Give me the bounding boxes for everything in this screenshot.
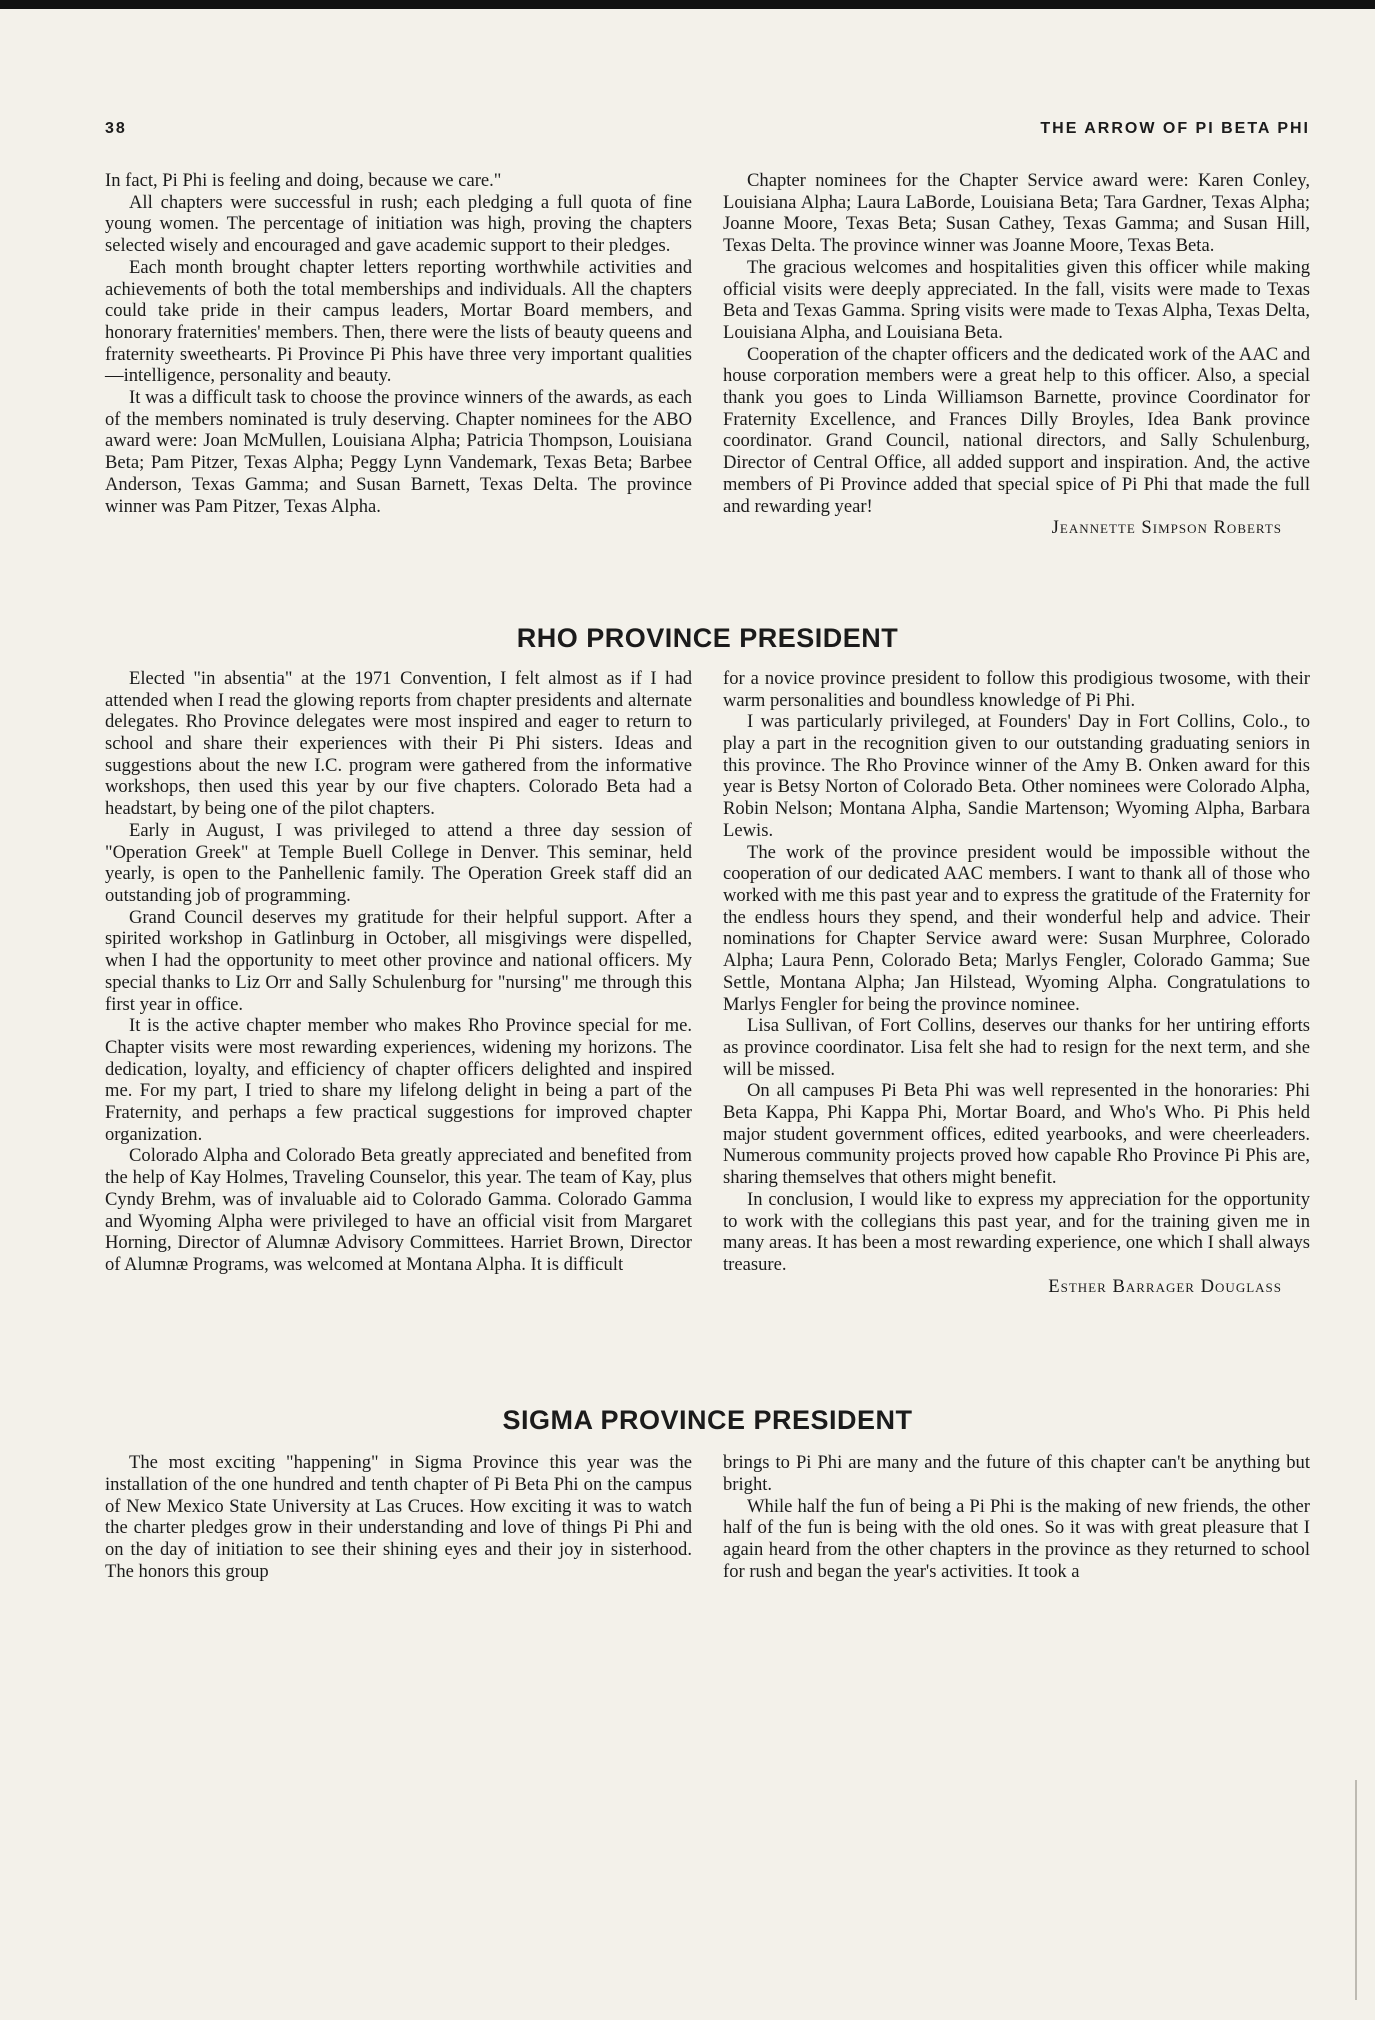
paragraph: While half the fun of being a Pi Phi is the making of new friends, the other half of the fun is being with the old ones. So it was with great pleasure that I again heard from the other chapters in the province as they returned to school for rush and began the year's activities. It took a xyxy=(723,1495,1310,1582)
paragraph: Colorado Alpha and Colorado Beta greatly appreciated and benefited from the help of Kay Holmes, Traveling Counselor, this year. The team of Kay, plus Cyndy Brehm, was of invaluable aid to Colorado Gamma. Colorado Gamma and Wyoming Alpha were privileged to have an official visit from Margaret Horning, Director of Alumnæ Advisory Committees. Harriet Brown, Director of Alumnæ Programs, was welcomed at Montana Alpha. It is difficult xyxy=(105,1145,692,1275)
paragraph: The work of the province president would be impossible without the cooperation of our dedicated AAC members. I want to thank all of those who worked with me this past year and to express the gratitude of the Fraternity for the endless hours they spend, and their wonderful help and advice. Their nominations for Chapter Service award were: Susan Murphree, Colorado Alpha; Laura Penn, Colorado Beta; Marlys Fengler, Colorado Gamma; Sue Settle, Montana Alpha; Jan Hilstead, Wyoming Alpha. Congratulations to Marlys Fengler for being the province nominee. xyxy=(723,841,1310,1015)
rho-section-title: RHO PROVINCE PRESIDENT xyxy=(516,622,899,653)
author-signature: Jeannette Simpson Roberts xyxy=(1051,517,1282,539)
pi-province-section xyxy=(105,170,1310,539)
scan-edge-mark xyxy=(1355,1780,1357,2000)
paragraph: Each month brought chapter letters reporting worthwhile activities and achievements of both the total memberships and individuals. All the chapters could take pride in their campus leaders, Mortar Board members, and honorary fraternities' members. Then, there were the lists of beauty queens and fraternity sweethearts. Pi Province Pi Phis have three very important qualities—intelligence, personality and beauty. xyxy=(105,256,692,387)
paragraph: I was particularly privileged, at Founders' Day in Fort Collins, Colo., to play a part in the recognition given to our outstanding graduating seniors in this province. The Rho Province winner of the Amy B. Onken award for this year is Betsy Norton of Colorado Beta. Other nominees were Colorado Alpha, Robin Nelson; Montana Alpha, Sandie Martenson; Wyoming Alpha, Barbara Lewis. xyxy=(723,711,1310,841)
rho-column-left xyxy=(105,668,692,1297)
rho-province-section xyxy=(105,668,1310,1297)
author-signature: Esther Barrager Douglass xyxy=(1048,1275,1282,1297)
paragraph: brings to Pi Phi are many and the future of this chapter can't be anything but bright. xyxy=(723,1452,1310,1496)
running-head xyxy=(105,120,1310,146)
page-top-border xyxy=(0,0,1375,9)
paragraph: All chapters were successful in rush; each pledging a full quota of fine young women. The percentage of initiation was high, proving the chapters selected wisely and encouraged and gave academic support to their pledges. xyxy=(105,191,692,257)
paragraph: It is the active chapter member who makes Rho Province special for me. Chapter visits were most rewarding experiences, widening my horizons. The dedication, loyalty, and efficiency of chapter officers delighted and inspired me. For my part, I tried to share my lifelong delight in being a part of the Fraternity, and perhaps a few practical suggestions for improved chapter organization. xyxy=(105,1015,692,1145)
sigma-section-title: SIGMA PROVINCE PRESIDENT xyxy=(502,1405,913,1436)
paragraph: The most exciting "happening" in Sigma Province this year was the installation of the one hundred and tenth chapter of Pi Beta Phi on the campus of New Mexico State University at Las Cruces. How exciting it was to watch the charter pledges grow in their understanding and love of things Pi Phi and on the day of initiation to see their shining eyes and their joy in sisterhood. The honors this group xyxy=(105,1452,692,1582)
paragraph: Grand Council deserves my gratitude for their helpful support. After a spirited workshop in Gatlinburg in October, all misgivings were dispelled, when I had the opportunity to meet other province and national officers. My special thanks to Liz Orr and Sally Schulenburg for "nursing" me through this first year in office. xyxy=(105,906,692,1015)
page xyxy=(105,120,1310,2000)
page-number: 38 xyxy=(105,120,127,137)
paragraph: Early in August, I was privileged to attend a three day session of "Operation Greek" at Temple Buell College in Denver. This seminar, held yearly, is open to the Panhellenic family. The Operation Greek staff did an outstanding job of programming. xyxy=(105,819,692,906)
paragraph: The gracious welcomes and hospitalities given this officer while making official visits were deeply appreciated. In the fall, visits were made to Texas Beta and Texas Gamma. Spring visits were made to Texas Alpha, Texas Delta, Louisiana Alpha, and Louisiana Beta. xyxy=(723,256,1310,343)
paragraph: Chapter nominees for the Chapter Service award were: Karen Conley, Louisiana Alpha; Laura LaBorde, Louisiana Beta; Tara Gardner, Texas Alpha; Joanne Moore, Texas Beta; Susan Cathey, Texas Gamma; and Susan Hill, Texas Delta. The province winner was Joanne Moore, Texas Beta. xyxy=(723,170,1310,257)
pi-province-column-right xyxy=(723,170,1310,539)
paragraph: Lisa Sullivan, of Fort Collins, deserves our thanks for her untiring efforts as province coordinator. Lisa felt she had to resign for the next term, and she will be missed. xyxy=(723,1015,1310,1080)
paragraph: Elected "in absentia" at the 1971 Convention, I felt almost as if I had attended when I read the glowing reports from chapter presidents and alternate delegates. Rho Province delegates were most inspired and eager to return to school and share their experiences with their Pi Phi sisters. Ideas and suggestions about the new I.C. program were gathered from the informative workshops, then used this year by our five chapters. Colorado Beta had a headstart, by being one of the pilot chapters. xyxy=(105,667,692,820)
sigma-province-section xyxy=(105,1452,1310,1582)
sigma-column-left xyxy=(105,1452,692,1582)
paragraph: In fact, Pi Phi is feeling and doing, because we care." xyxy=(105,170,502,191)
paragraph: On all campuses Pi Beta Phi was well represented in the honoraries: Phi Beta Kappa, Phi Kappa Phi, Mortar Board, and Who's Who. Pi Phis held major student government offices, edited yearbooks, and were cheerleaders. Numerous community projects proved how capable Rho Province Pi Phis are, sharing themselves that others might benefit. xyxy=(723,1080,1310,1189)
rho-column-right xyxy=(723,668,1310,1297)
paragraph: Cooperation of the chapter officers and the dedicated work of the AAC and house corporation members were a great help to this officer. Also, a special thank you goes to Linda Williamson Barnette, province Coordinator for Fraternity Excellence, and Frances Dilly Broyles, Idea Bank province coordinator. Grand Council, national directors, and Sally Schulenburg, Director of Central Office, all added support and inspiration. And, the active members of Pi Province added that special spice of Pi Phi that made the full and rewarding year! xyxy=(723,343,1310,517)
paragraph: for a novice province president to follow this prodigious twosome, with their warm personalities and boundless knowledge of Pi Phi. xyxy=(723,667,1310,711)
pi-province-column-left xyxy=(105,170,692,539)
paragraph: In conclusion, I would like to express my appreciation for the opportunity to work with the collegians this past year, and for the training given me in many areas. It has been a most rewarding experience, one which I shall always treasure. xyxy=(723,1188,1310,1275)
publication-title: THE ARROW OF PI BETA PHI xyxy=(1040,120,1310,137)
paragraph: It was a difficult task to choose the province winners of the awards, as each of the members nominated is truly deserving. Chapter nominees for the ABO award were: Joan McMullen, Louisiana Alpha; Patricia Thompson, Louisiana Beta; Pam Pitzer, Texas Alpha; Peggy Lynn Vandemark, Texas Beta; Barbee Anderson, Texas Gamma; and Susan Barnett, Texas Delta. The province winner was Pam Pitzer, Texas Alpha. xyxy=(105,387,692,517)
sigma-column-right xyxy=(723,1452,1310,1582)
